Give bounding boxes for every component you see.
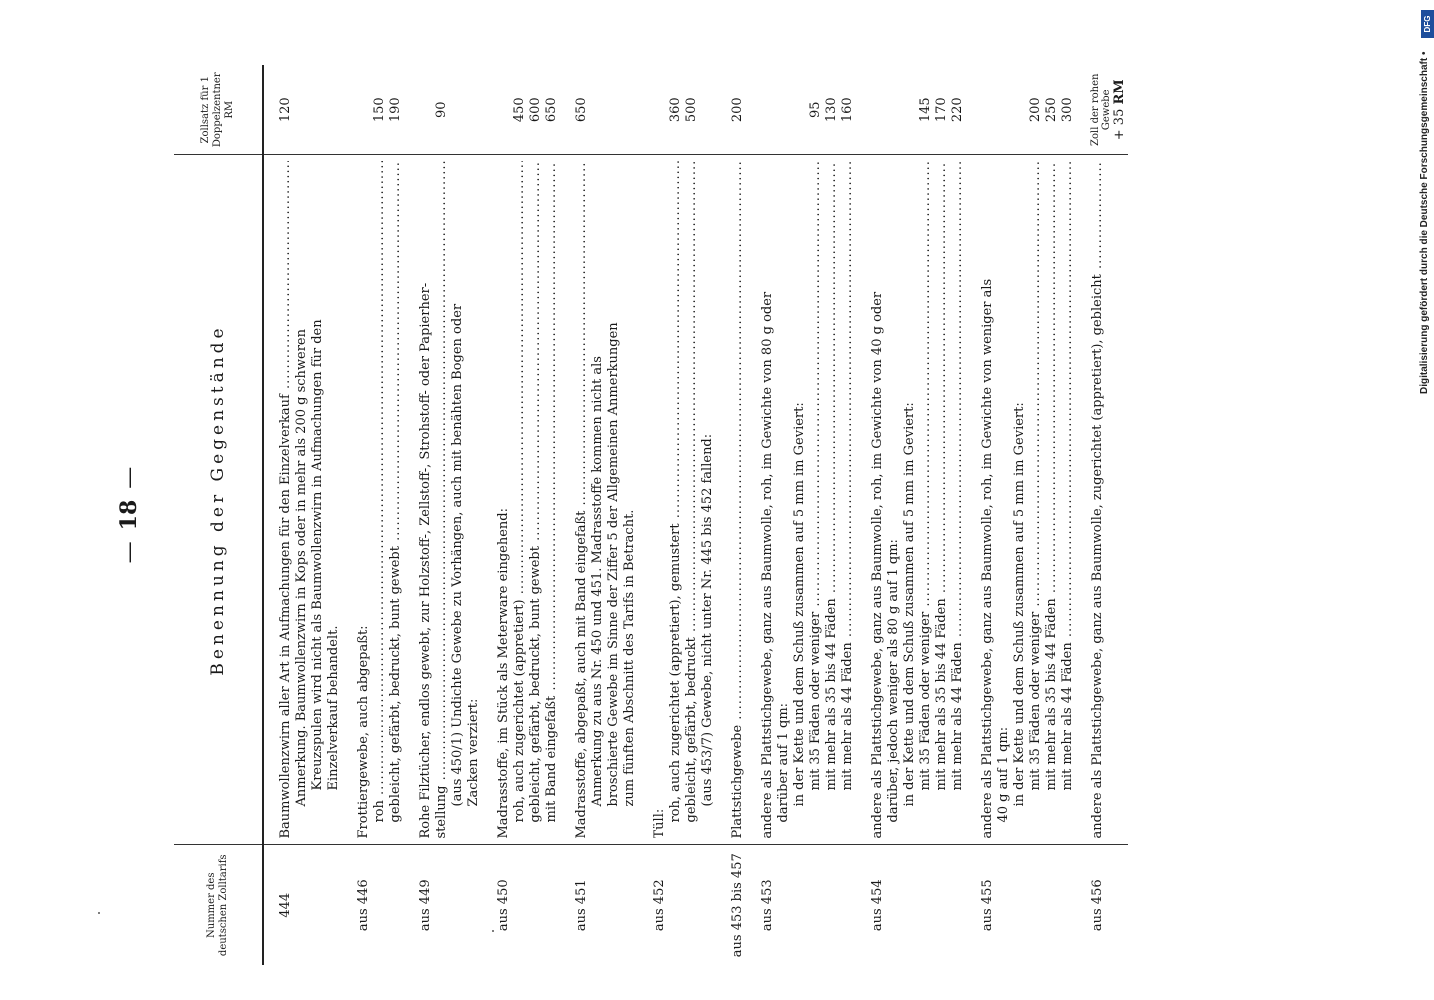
description-line: gebleicht, gefärbt, bedruckt, bunt gewebt ..... bbox=[388, 162, 404, 839]
rate-value: 160 bbox=[840, 97, 855, 123]
annotation-line: broschierte Gewebe im Sinne der Ziffer 5 der Allgemeinen Anmerkungen bbox=[606, 322, 621, 807]
digitization-note-text: Digitalisierung gefördert durch die Deutsche Forschungsgemeinschaft • bbox=[1419, 51, 1430, 394]
description-line: andere als Plattstichgewebe, ganz aus Baumwolle, zugerichtet (appretiert), gebleicht ..... bbox=[1090, 162, 1106, 839]
rate-cell bbox=[496, 65, 560, 155]
description-line: andere als Plattstichgewebe, ganz aus Baumwolle, roh, im Gewichte von weniger als bbox=[980, 278, 995, 839]
table-row bbox=[730, 65, 746, 965]
rate-value: 150 bbox=[372, 97, 387, 123]
table-row bbox=[652, 65, 716, 965]
rotated-content bbox=[64, 65, 1354, 965]
description-line: gebleicht, gefärbt, bedruckt ..... bbox=[684, 162, 700, 839]
rate-cell bbox=[980, 65, 1076, 155]
table-row bbox=[356, 65, 404, 965]
description-line: in der Kette und dem Schuß zusammen auf 5 mm im Geviert: bbox=[792, 402, 807, 807]
rate-value: 650 bbox=[574, 97, 589, 123]
description-line: Baumwollenzwirn aller Art in Aufmachungen für den Einzelverkauf ..... bbox=[278, 162, 294, 839]
description-line: (aus 453/7) Gewebe, nicht unter Nr. 445 bis 452 fallend: bbox=[700, 433, 715, 807]
tariff-table bbox=[174, 65, 1128, 965]
rate-value: 600 bbox=[528, 97, 543, 123]
description-line: gebleicht, gefärbt, bedruckt, bunt gewebt ..... bbox=[528, 162, 544, 839]
table-row bbox=[760, 65, 856, 965]
description-line: roh, auch zugerichtet (appretiert), gemustert ..... bbox=[668, 162, 684, 839]
description-cell bbox=[496, 155, 560, 845]
annotation-line: Einzelverkauf behandelt. bbox=[326, 625, 341, 791]
digitization-note bbox=[1407, 14, 1434, 986]
rate-value: 360 bbox=[668, 97, 683, 123]
rate-cell bbox=[356, 65, 404, 155]
rate-value: 200 bbox=[1028, 97, 1043, 123]
description-line: andere als Plattstichgewebe, ganz aus Baumwolle, roh, im Gewichte von 80 g oder bbox=[760, 291, 775, 839]
page-number: — 18 — bbox=[116, 65, 142, 965]
description-line: Zacken verziert: bbox=[466, 698, 481, 807]
description-line: mit mehr als 44 Fäden ..... bbox=[950, 162, 966, 839]
tariff-number: aus 449 bbox=[418, 879, 433, 932]
tariff-number: aus 446 bbox=[356, 879, 371, 932]
rate-cell bbox=[652, 65, 716, 155]
rate-value: 200 bbox=[730, 97, 745, 123]
rate-cell bbox=[870, 65, 966, 155]
description-line: Rohe Filztücher, endlos gewebt, zur Holzstoff-, Zellstoff-, Strohstoff- oder Papierher- bbox=[418, 282, 433, 839]
header-duty-rate: Zollsatz für 1 Doppelzentner RM bbox=[174, 65, 263, 155]
description-line: mit mehr als 35 bis 44 Fäden ..... bbox=[1044, 162, 1060, 839]
rate-value: 300 bbox=[1060, 97, 1075, 123]
description-cell bbox=[574, 155, 638, 845]
rate-value: 220 bbox=[950, 97, 965, 123]
currency-unit: RM bbox=[1112, 79, 1127, 105]
rate-value: 190 bbox=[388, 97, 403, 123]
tariff-number: aus 456 bbox=[1090, 879, 1105, 932]
rate-cell bbox=[574, 65, 638, 155]
header-description: Benennung der Gegenstände bbox=[174, 155, 263, 845]
rate-value: 90 bbox=[434, 101, 449, 119]
rate-value: + 35 bbox=[1112, 108, 1127, 141]
table-row bbox=[418, 65, 482, 965]
description-line: mit Band eingefaßt ..... bbox=[544, 162, 560, 839]
description-cell bbox=[870, 155, 966, 845]
description-line: mit mehr als 44 Fäden ..... bbox=[840, 162, 856, 839]
description-line: mit 35 Fäden oder weniger ..... bbox=[1028, 162, 1044, 839]
rate-value: 170 bbox=[934, 97, 949, 123]
rate-cell bbox=[730, 65, 746, 155]
rate-value: 650 bbox=[544, 97, 559, 123]
rate-note: Zoll der rohen Gewebe bbox=[1090, 73, 1112, 146]
table-row bbox=[1090, 65, 1128, 965]
description-line: Madrasstoffe, abgepaßt, auch mit Band eingefaßt ..... bbox=[574, 162, 590, 839]
tariff-number: 444 bbox=[278, 892, 293, 918]
description-line: Tüll: bbox=[652, 808, 667, 839]
description-cell bbox=[730, 155, 746, 845]
description-line: in der Kette und dem Schuß zusammen auf 5 mm im Geviert: bbox=[1012, 402, 1027, 807]
rate-cell bbox=[760, 65, 856, 155]
tariff-number: aus 455 bbox=[980, 879, 995, 932]
description-line: darüber auf 1 qm: bbox=[776, 702, 791, 823]
table-row bbox=[574, 65, 638, 965]
table-row bbox=[496, 65, 560, 965]
tariff-number: aus 454 bbox=[870, 879, 885, 932]
annotation-line: zum fünften Abschnitt des Tarifs in Betracht. bbox=[622, 509, 637, 807]
scan-speck bbox=[98, 912, 100, 914]
rate-value: 145 bbox=[918, 97, 933, 123]
description-line: mit mehr als 35 bis 44 Fäden ..... bbox=[934, 162, 950, 839]
rate-value: 250 bbox=[1044, 97, 1059, 123]
tariff-number: aus 450 bbox=[496, 879, 511, 932]
description-line: mit 35 Fäden oder weniger ..... bbox=[918, 162, 934, 839]
tariff-number: aus 451 bbox=[574, 879, 589, 932]
description-cell bbox=[760, 155, 856, 845]
description-line: mit 35 Fäden oder weniger ..... bbox=[808, 162, 824, 839]
rate-cell bbox=[278, 65, 342, 155]
annotation-line: Kreuzspulen wird nicht als Baumwollenzwirn in Aufmachungen für den bbox=[310, 319, 325, 791]
description-line: 40 g auf 1 qm: bbox=[996, 726, 1011, 823]
description-line: Madrasstoffe, im Stück als Meterware eingehend: bbox=[496, 508, 511, 839]
header-tariff-number: Nummer des deutschen Zolltarifs bbox=[174, 845, 263, 965]
description-cell bbox=[418, 155, 482, 845]
description-line: darüber, jedoch weniger als 80 g auf 1 qm: bbox=[886, 539, 901, 823]
description-cell bbox=[980, 155, 1076, 845]
rate-cell bbox=[1090, 65, 1128, 155]
description-line: (aus 450/1) Undichte Gewebe zu Vorhängen, auch mit benähten Bogen oder bbox=[450, 303, 465, 807]
rate-value: 120 bbox=[278, 97, 293, 123]
table-row bbox=[278, 65, 342, 965]
rate-value: 130 bbox=[824, 97, 839, 123]
rate-value: 500 bbox=[684, 97, 699, 123]
description-cell bbox=[1090, 155, 1128, 845]
description-line: roh, auch zugerichtet (appretiert) ..... bbox=[512, 162, 528, 839]
annotation-line: Anmerkung zu aus Nr. 450 und 451. Madrasstoffe kommen nicht als bbox=[590, 356, 605, 807]
description-cell bbox=[278, 155, 342, 845]
rate-value: 450 bbox=[512, 97, 527, 123]
description-cell bbox=[356, 155, 404, 845]
description-line: mit mehr als 44 Fäden ..... bbox=[1060, 162, 1076, 839]
description-line: Frottiergewebe, auch abgepaßt: bbox=[356, 625, 371, 839]
tariff-number: aus 453 bbox=[760, 879, 775, 932]
description-line: Plattstichgewebe ..... bbox=[730, 162, 746, 839]
description-line: roh ..... bbox=[372, 162, 388, 839]
tariff-number: aus 452 bbox=[652, 879, 667, 932]
table-row bbox=[980, 65, 1076, 965]
table-header-row bbox=[174, 65, 263, 965]
rate-cell bbox=[418, 65, 482, 155]
description-line: in der Kette und dem Schuß zusammen auf 5 mm im Geviert: bbox=[902, 402, 917, 807]
table-row bbox=[870, 65, 966, 965]
dfg-logo: DFG bbox=[1421, 10, 1434, 38]
annotation-line: Anmerkung. Baumwollenzwirn in Kops oder in mehr als 200 g schweren bbox=[294, 328, 309, 807]
rate-value: 95 bbox=[808, 101, 823, 119]
tariff-number: aus 453 bis 457 bbox=[730, 853, 745, 958]
description-line: andere als Plattstichgewebe, ganz aus Baumwolle, roh, im Gewichte von 40 g oder bbox=[870, 291, 885, 839]
description-cell bbox=[652, 155, 716, 845]
description-line: mit mehr als 35 bis 44 Fäden ..... bbox=[824, 162, 840, 839]
description-line: stellung ..... bbox=[434, 162, 450, 839]
scan-speck bbox=[492, 930, 494, 932]
